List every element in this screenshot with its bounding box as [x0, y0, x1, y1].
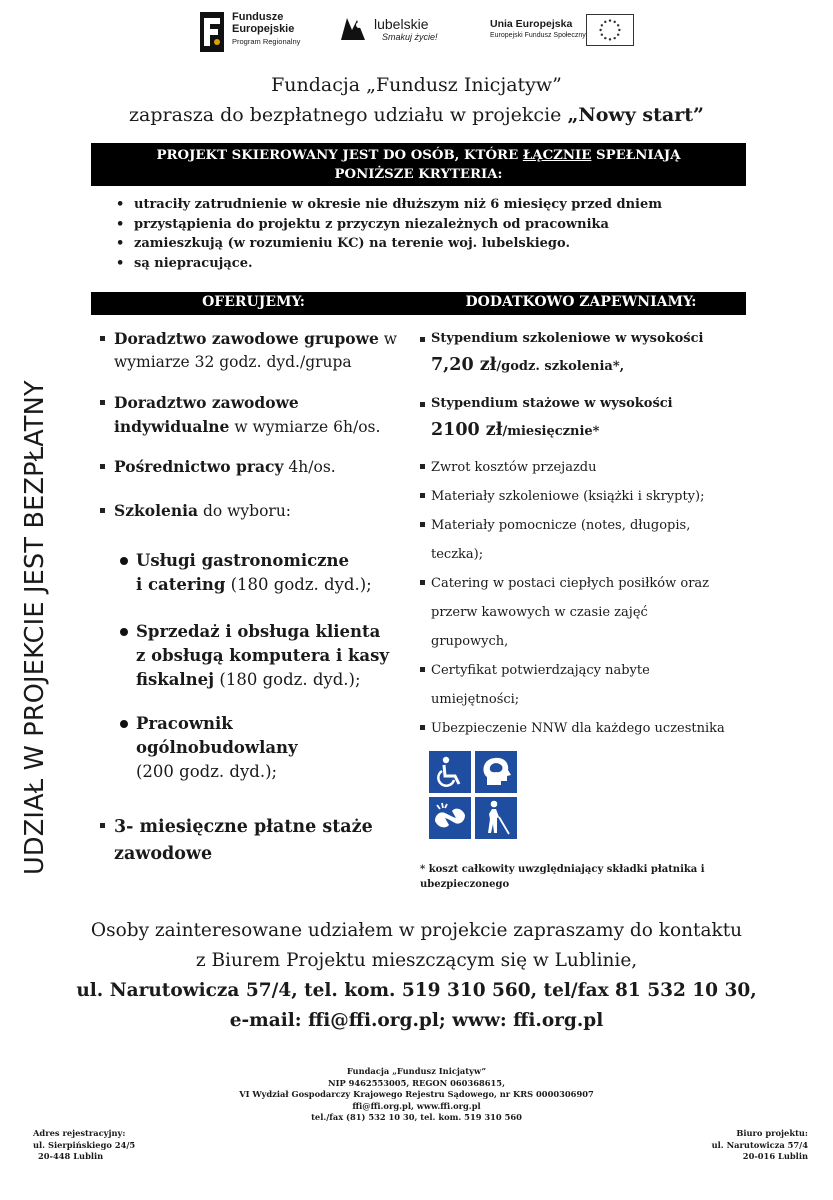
offer-item-bold: 3- miesięczne płatne staże: [114, 817, 373, 837]
columns-header-bar: [91, 292, 746, 315]
address-line: 20-448 Lublin: [38, 1151, 104, 1161]
training-text: (200 godz. dyd.);: [136, 762, 278, 781]
extra-certificate: [420, 656, 650, 714]
training-text: (180 godz. dyd.);: [225, 575, 372, 594]
extra-item-text: Catering w postaci ciepłych posiłków oraz: [431, 576, 710, 591]
headline: [0, 70, 833, 130]
contact-line: z Biurem Projektu mieszczącym się w Lublinie,: [195, 950, 638, 971]
offer-item-individual-counseling: [100, 391, 380, 439]
offer-item-bold: Doradztwo zawodowe grupowe: [114, 329, 379, 348]
extra-item-text: umiejętności;: [431, 692, 520, 707]
headline-line2-prefix: zaprasza do bezpłatnego udziału w projekcie: [129, 104, 568, 126]
address-line: ul. Narutowicza 57/4: [711, 1139, 808, 1150]
lubelskie-logo: [338, 14, 438, 44]
offer-item-text: wymiarze 32 godz. dyd./grupa: [114, 353, 352, 371]
training-gastronomy: [118, 549, 372, 597]
offer-item-text: do wyboru:: [198, 502, 292, 520]
internship-stipend-amount: 2100 zł: [431, 420, 503, 440]
accessibility-icons: [429, 751, 517, 839]
wheelchair-icon: [429, 751, 471, 793]
ue-line1: Unia Europejska: [490, 18, 573, 30]
extra-item-bold: /miesięcznie*: [502, 424, 600, 439]
headline-line1: Fundacja „Fundusz Inicjatyw”: [271, 74, 562, 96]
criteria-item: • zamieszkują (w rozumieniu KC) na terenie woj. lubelskiego.: [112, 234, 712, 254]
offer-item-bold: zawodowe: [114, 844, 213, 864]
footer-organization: [0, 1066, 833, 1124]
lubelskie-name: lubelskie: [374, 16, 429, 32]
footnote: [420, 862, 720, 892]
fundusze-europejskie-mark-icon: [200, 12, 224, 52]
address-line: ul. Sierpińskiego 24/5: [33, 1139, 136, 1150]
training-bold: Usługi gastronomiczne: [136, 551, 350, 570]
extra-item-text: Materiały pomocnicze (notes, długopis,: [431, 518, 691, 533]
extra-training-stipend: [420, 326, 703, 380]
offer-item-trainings: [100, 499, 291, 523]
training-bold: ogólnobudowlany: [136, 738, 298, 757]
offer-item-bold: Pośrednictwo pracy: [114, 457, 284, 476]
registration-address: [33, 1128, 135, 1163]
offer-item-text: 4h/os.: [283, 458, 336, 476]
extra-internship-stipend: [420, 391, 673, 445]
unia-europejska-logo: [490, 18, 586, 39]
training-bold: Pracownik: [136, 714, 233, 733]
lubelskie-slogan: Smakuj życie!: [382, 32, 438, 42]
contact-block: [0, 916, 833, 1036]
head-brain-icon: [475, 751, 517, 793]
logo-strip: [200, 12, 640, 54]
extra-travel-refund: Zwrot kosztów przejazdu: [420, 453, 597, 482]
extra-catering: [420, 569, 709, 656]
footer-line: tel./fax (81) 532 10 30, tel. kom. 519 310 560: [311, 1112, 522, 1122]
fe-line2: Europejskie: [232, 22, 295, 35]
extra-item-text: teczka);: [431, 547, 484, 562]
extra-item-text: przerw kawowych w czasie zajęć: [431, 605, 648, 620]
fe-line3: Program Regionalny: [232, 37, 301, 47]
training-construction: [118, 712, 298, 784]
address-line: Biuro projektu:: [736, 1128, 808, 1138]
criteria-header-part2: SPEŁNIAJĄ: [591, 148, 681, 163]
project-office-address: [712, 1128, 808, 1163]
extra-item-text: Certyfikat potwierdzający nabyte: [431, 663, 650, 678]
address-line: 20-016 Lublin: [742, 1151, 808, 1161]
project-name: „Nowy start”: [567, 104, 704, 126]
extra-supporting-materials: [420, 511, 690, 569]
extra-item-text: grupowych,: [431, 634, 509, 649]
offer-item-internships: [100, 814, 373, 868]
fe-line1: Fundusze: [232, 11, 284, 23]
criteria-header-underlined: ŁĄCZNIE: [522, 148, 592, 163]
blind-cane-icon: [475, 797, 517, 839]
address-line: Adres rejestracyjny:: [33, 1128, 126, 1138]
extra-item-bold: Stypendium stażowe w wysokości: [431, 396, 673, 411]
footer-line: Fundacja „Fundusz Inicjatyw”: [346, 1066, 487, 1076]
offer-item-text: w: [378, 330, 398, 348]
training-bold: i catering: [136, 575, 226, 594]
criteria-header-line2: PONIŻSZE KRYTERIA:: [334, 167, 503, 182]
ue-line2: Europejski Fundusz Społeczny: [490, 32, 586, 39]
extra-header: DODATKOWO ZAPEWNIAMY:: [465, 294, 697, 310]
footer-line: NIP 9462553005, REGON 060368615,: [328, 1077, 505, 1088]
offer-item-group-counseling: [100, 327, 397, 374]
extra-item-bold: /godz. szkolenia*,: [496, 359, 625, 374]
offer-item-bold: Szkolenia: [114, 501, 199, 520]
criteria-item: • są niepracujące.: [112, 254, 712, 274]
criteria-list: [112, 195, 712, 273]
criteria-item-continuation: • przystąpienia do projektu z przyczyn niezależnych od pracownika: [112, 215, 712, 235]
training-sales: [118, 620, 389, 692]
footnote-line: ubezpieczonego: [420, 879, 510, 890]
extra-training-materials: Materiały szkoleniowe (książki i skrypty);: [420, 482, 704, 511]
criteria-header-bar: [91, 143, 746, 186]
extra-item-bold: Stypendium szkoleniowe w wysokości: [431, 331, 704, 346]
criteria-header-line1: [91, 146, 746, 165]
footnote-line: * koszt całkowity uwzględniający składki płatnika i: [420, 864, 705, 875]
offer-header: OFERUJEMY:: [202, 294, 305, 310]
training-bold: fiskalnej: [136, 670, 215, 689]
contact-line: Osoby zainteresowane udziałem w projekcie zapraszamy do kontaktu: [90, 920, 743, 941]
eu-flag-icon: [586, 14, 634, 46]
headline-line2: [0, 100, 833, 130]
lubelskie-mark-icon: [338, 14, 368, 44]
sign-language-icon: [429, 797, 471, 839]
footer-line: VI Wydział Gospodarczy Krajowego Rejestru Sądowego, nr KRS 0000306907: [239, 1089, 594, 1099]
criteria-item: • utraciły zatrudnienie w okresie nie dłuższym niż 6 miesięcy przed dniem: [112, 195, 712, 215]
contact-email-www: e-mail: ffi@ffi.org.pl; www: ffi.org.pl: [229, 1010, 604, 1031]
training-stipend-amount: 7,20 zł: [431, 355, 497, 375]
offer-item-bold: indywidualne: [114, 417, 230, 436]
offer-item-job-placement: [100, 455, 336, 479]
contact-address-phone: ul. Narutowicza 57/4, tel. kom. 519 310 560, tel/fax 81 532 10 30,: [76, 980, 757, 1001]
footer-line: ffi@ffi.org.pl, www.ffi.org.pl: [352, 1100, 481, 1111]
offer-item-text: w wymiarze 6h/os.: [229, 418, 381, 436]
criteria-header-part1: PROJEKT SKIEROWANY JEST DO OSÓB, KTÓRE: [156, 148, 523, 163]
extra-insurance: Ubezpieczenie NNW dla każdego uczestnika: [420, 714, 725, 743]
fundusze-europejskie-logo: [200, 12, 300, 52]
training-text: (180 godz. dyd.);: [214, 670, 361, 689]
training-bold: Sprzedaż i obsługa klienta: [136, 622, 381, 641]
training-bold: z obsługą komputera i kasy: [136, 646, 389, 665]
offer-item-bold: Doradztwo zawodowe: [114, 393, 299, 412]
vertical-free-participation-label: UDZIAŁ W PROJEKCIE JEST BEZPŁATNY: [20, 380, 50, 875]
